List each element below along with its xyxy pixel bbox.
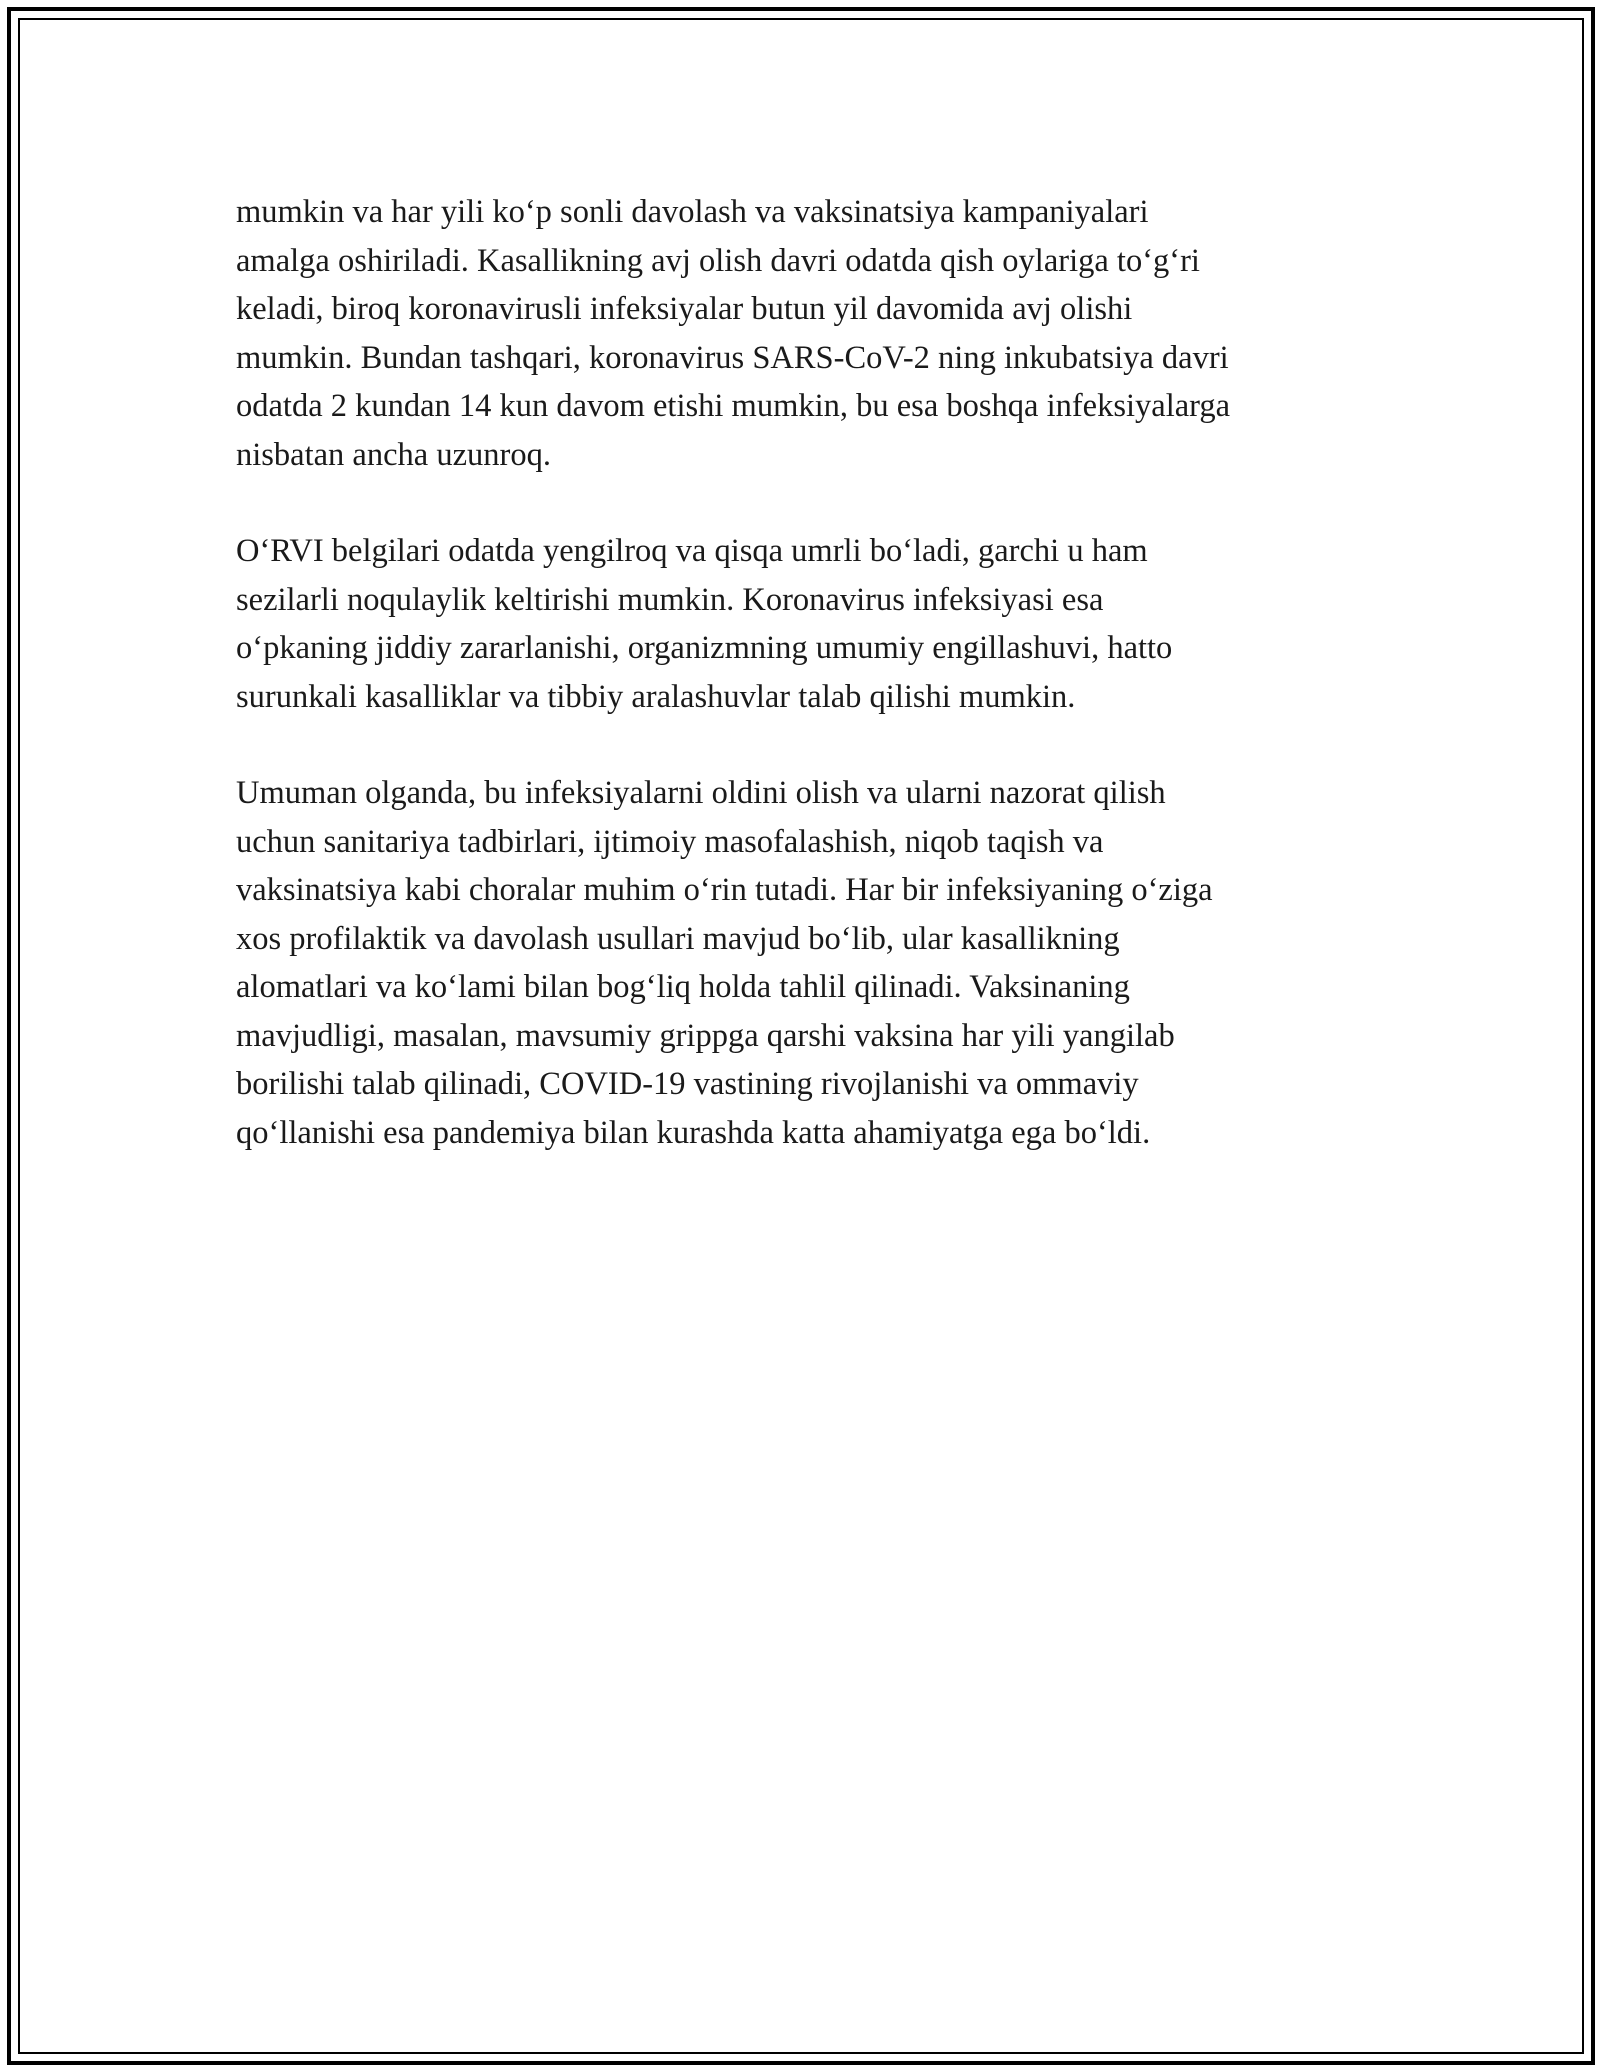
- text-line: mavjudligi, masalan, mavsumiy grippga qarshi vaksina har yili yangilab: [236, 1017, 1175, 1054]
- text-line: sezilarli noqulaylik keltirishi mumkin. Koronavirus infeksiyasi esa: [236, 581, 1104, 618]
- paragraph-1: [236, 188, 1396, 479]
- text-line: odatda 2 kundan 14 kun davom etishi mumkin, bu esa boshqa infeksiyalarga: [236, 388, 1231, 424]
- text-line: amalga oshiriladi. Kasallikning avj olish davri odatda qish oylariga to‘g‘ri: [236, 242, 1200, 279]
- text-line: mumkin va har yili ko‘p sonli davolash va vaksinatsiya kampaniyalari: [236, 194, 1149, 230]
- paragraph-2: [236, 527, 1396, 721]
- text-line: uchun sanitariya tadbirlari, ijtimoiy masofalashish, niqob taqish va: [236, 823, 1104, 860]
- text-line: nisbatan ancha uzunroq.: [236, 436, 551, 473]
- text-line: qo‘llanishi esa pandemiya bilan kurashda katta ahamiyatga ega bo‘ldi.: [236, 1114, 1151, 1151]
- text-line: alomatlari va ko‘lami bilan bog‘liq holda tahlil qilinadi. Vaksinaning: [236, 969, 1130, 1005]
- paragraph-3: [236, 769, 1396, 1157]
- text-line: o‘pkaning jiddiy zararlanishi, organizmning umumiy engillashuvi, hatto: [236, 630, 1173, 666]
- document-body: [236, 188, 1396, 1205]
- text-line: xos profilaktik va davolash usullari mavjud bo‘lib, ular kasallikning: [236, 920, 1120, 957]
- text-line: O‘RVI belgilari odatda yengilroq va qisqa umrli bo‘ladi, garchi u ham: [236, 533, 1148, 569]
- text-line: Umuman olganda, bu infeksiyalarni oldini olish va ularni nazorat qilish: [236, 775, 1166, 811]
- text-line: keladi, biroq koronavirusli infeksiyalar butun yil davomida avj olishi: [236, 291, 1133, 327]
- text-line: borilishi talab qilinadi, COVID-19 vastining rivojlanishi va ommaviy: [236, 1066, 1139, 1102]
- text-line: surunkali kasalliklar va tibbiy aralashuvlar talab qilishi mumkin.: [236, 678, 1076, 715]
- text-line: mumkin. Bundan tashqari, koronavirus SARS-CoV-2 ning inkubatsiya davri: [236, 339, 1229, 376]
- text-line: vaksinatsiya kabi choralar muhim o‘rin tutadi. Har bir infeksiyaning o‘ziga: [236, 872, 1213, 908]
